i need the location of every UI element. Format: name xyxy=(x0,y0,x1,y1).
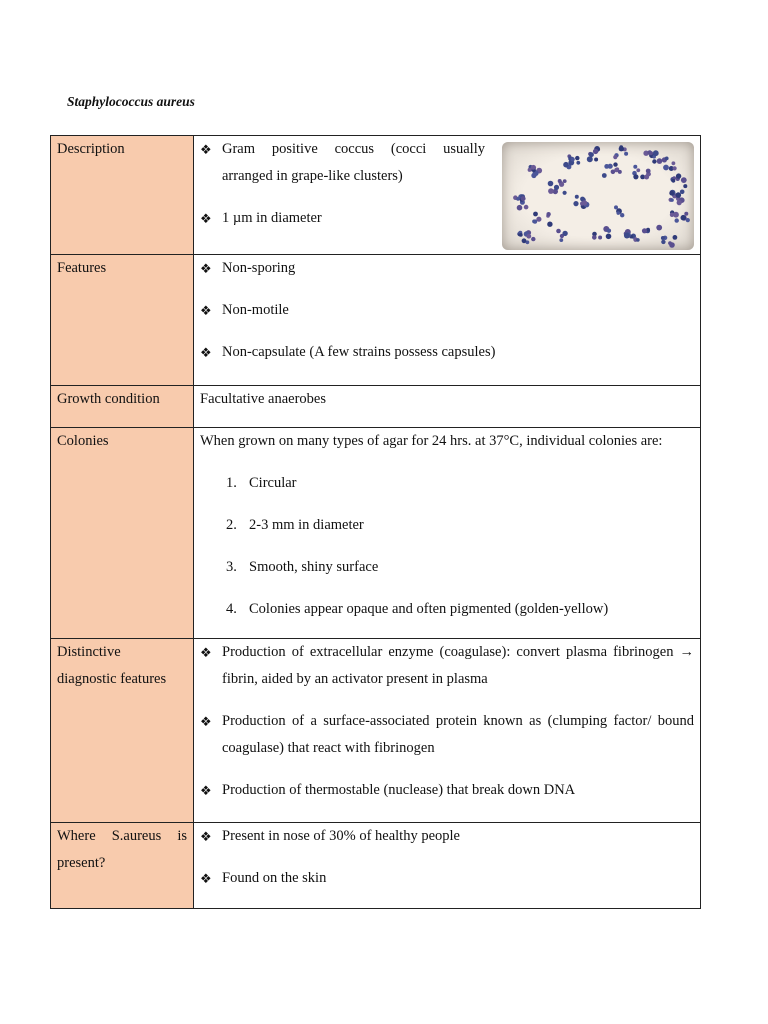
list-item: 4. Colonies appear opaque and often pigmented (golden-yellow) xyxy=(226,601,609,617)
arrow-right-icon: → xyxy=(679,644,694,660)
diamond-bullet-icon: ❖ xyxy=(200,345,212,360)
list-item: 3. Smooth, shiny surface xyxy=(226,559,379,575)
row-where xyxy=(51,823,701,909)
content-features xyxy=(194,255,701,386)
bullet-item: ❖ Found on the skin xyxy=(200,865,694,892)
cocci-clusters-graphic xyxy=(502,142,694,250)
list-item: 1. Circular xyxy=(226,475,297,491)
row-features xyxy=(51,255,701,386)
bullet-item: ❖ Production of extracellular enzyme (coagulase): convert plasma fibrinogen → fibrin, aided by an activator present in plasma xyxy=(200,639,694,693)
bullet-item: ❖ Non-motile xyxy=(200,297,694,324)
document-title: Staphylococcus aureus xyxy=(67,94,195,109)
bullet-item: ❖ Non-sporing xyxy=(200,255,694,282)
diamond-bullet-icon: ❖ xyxy=(200,142,212,157)
diamond-bullet-icon: ❖ xyxy=(200,783,212,798)
bullet-item: ❖ Gram positive coccus (cocci usually arranged in grape-like clusters) xyxy=(200,136,485,190)
bullet-item: ❖ Production of thermostable (nuclease) that break down DNA xyxy=(200,777,694,804)
diamond-bullet-icon: ❖ xyxy=(200,645,212,660)
row-distinctive xyxy=(51,639,701,823)
label-colonies: Colonies xyxy=(51,428,194,639)
diamond-bullet-icon: ❖ xyxy=(200,714,212,729)
diamond-bullet-icon: ❖ xyxy=(200,303,212,318)
diamond-bullet-icon: ❖ xyxy=(200,871,212,886)
label-features: Features xyxy=(51,255,194,386)
label-growth: Growth condition xyxy=(51,386,194,428)
info-table xyxy=(50,135,701,909)
content-where xyxy=(194,823,701,909)
label-distinctive: Distinctive diagnostic features xyxy=(51,639,194,823)
row-growth xyxy=(51,386,701,428)
list-item: 2. 2-3 mm in diameter xyxy=(226,517,364,533)
label-description: Description xyxy=(51,136,194,255)
content-colonies: When grown on many types of agar for 24 hrs. at 37°C, individual colonies are: 1. Circular 2. 2-3 mm in diameter 3. Smooth, shiny surface 4. Colonies appear opaque and often pigmented (golden-yellow) xyxy=(194,428,701,639)
diamond-bullet-icon: ❖ xyxy=(200,829,212,844)
row-colonies xyxy=(51,428,701,639)
content-growth: Facultative anaerobes xyxy=(194,386,701,428)
bullet-item: ❖ Non-capsulate (A few strains possess capsules) xyxy=(200,339,694,366)
diamond-bullet-icon: ❖ xyxy=(200,211,212,226)
diamond-bullet-icon: ❖ xyxy=(200,261,212,276)
microscope-image xyxy=(502,142,694,250)
bullet-item: ❖ Production of a surface-associated protein known as (clumping factor/ bound coagulase) that react with fibrinogen xyxy=(200,708,694,762)
label-where: Where S.aureus is present? xyxy=(51,823,194,909)
content-distinctive xyxy=(194,639,701,823)
bullet-item: ❖ 1 µm in diameter xyxy=(200,205,485,232)
content-description xyxy=(194,136,701,255)
bullet-item: ❖ Present in nose of 30% of healthy people xyxy=(200,823,694,850)
row-description xyxy=(51,136,701,255)
